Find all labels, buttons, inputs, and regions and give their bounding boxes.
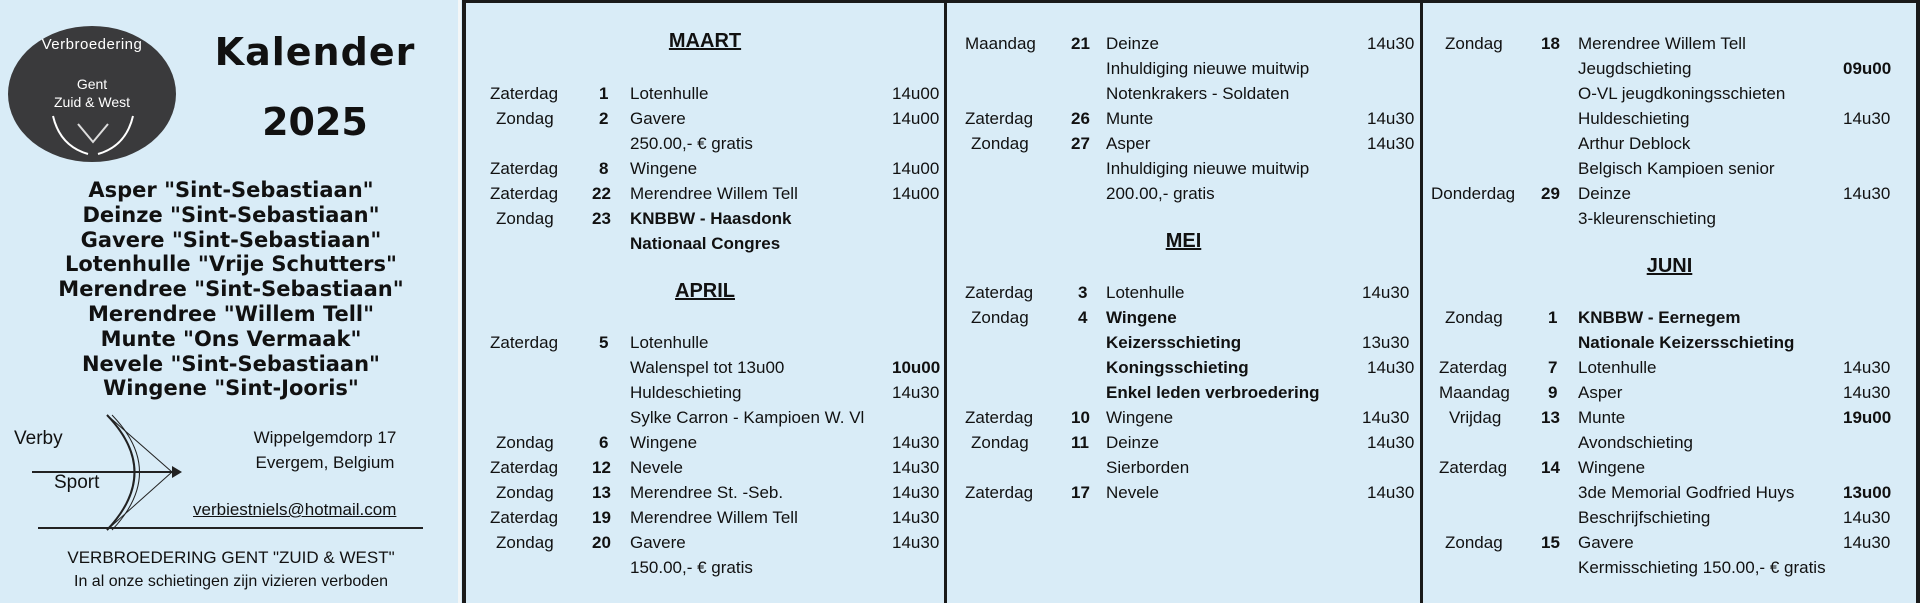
event-text: Wingene [1106,408,1174,427]
event-text: Inhuldiging nieuwe muitwip [1106,59,1310,78]
event-time: 14u30 [1843,358,1891,377]
event-row [947,355,1420,380]
event-row [466,131,944,156]
event-day: Zondag [496,433,554,452]
event-day: Zondag [971,433,1029,452]
month-heading-april: APRIL [675,280,735,302]
event-text: O-VL jeugdkoningsschieten [1578,84,1786,103]
event-row [1423,131,1916,156]
event-time: 14u30 [1843,533,1891,552]
event-date: 27 [1071,134,1090,153]
event-time: 14u30 [1367,358,1415,377]
event-row [1423,181,1916,206]
event-text: Deinze [1106,433,1159,452]
event-text: Merendree St. -Seb. [630,483,784,502]
event-time: 14u30 [1362,408,1410,427]
event-date: 12 [592,458,611,477]
event-date: 29 [1541,184,1560,203]
panel-maart-april [462,0,944,603]
club-item: Munte "Ons Vermaak" [100,326,362,351]
event-date: 3 [1078,283,1088,302]
event-text: Wingene [1106,308,1177,327]
event-text: Munte [1578,408,1626,427]
event-day: Zaterdag [490,458,559,477]
event-time: 19u00 [1843,408,1892,427]
calendar-year: 2025 [262,100,368,144]
month-heading-maart: MAART [668,30,742,52]
event-date: 21 [1071,34,1090,53]
event-day: Zaterdag [965,483,1034,502]
month-heading-juni: JUNI [1646,255,1693,277]
event-time: 09u00 [1843,59,1892,78]
event-time: 14u00 [892,159,940,178]
event-date: 10 [1071,408,1090,427]
event-row [466,231,944,256]
event-row [947,455,1420,480]
event-date: 13 [592,483,611,502]
event-row [947,380,1420,405]
event-day: Zondag [1445,533,1503,552]
event-row [466,505,944,530]
event-time: 14u30 [1367,34,1415,53]
event-time: 14u30 [1367,134,1415,153]
event-text: Gavere [1578,533,1634,552]
event-text: Enkel leden verbroedering [1106,383,1320,402]
event-text: Deinze [1578,184,1631,203]
cover-panel [0,0,462,603]
event-time: 14u30 [1843,508,1891,527]
event-day: Zaterdag [1439,458,1508,477]
event-time: 14u30 [1843,383,1891,402]
event-row [1423,555,1916,580]
event-row [466,455,944,480]
event-text: Merendree Willem Tell [1578,34,1746,53]
event-time: 14u30 [1843,184,1891,203]
event-date: 7 [1548,358,1558,377]
email-link[interactable]: verbiestniels@hotmail.com [193,500,397,519]
sponsor-logo [12,410,182,535]
event-time: 14u30 [892,508,940,527]
event-text: Jeugdschieting [1578,59,1692,78]
event-time: 13u30 [1362,333,1410,352]
event-time: 14u00 [892,84,940,103]
event-text: Asper [1106,134,1151,153]
month-heading-mei: MEI [1165,230,1202,252]
event-time: 14u30 [892,483,940,502]
event-text: Nationale Keizersschieting [1578,333,1795,352]
event-text: Nevele [630,458,683,477]
event-text: Koningsschieting [1106,358,1249,377]
event-day: Zondag [496,533,554,552]
event-row [466,330,944,355]
event-day: Zaterdag [490,159,559,178]
event-date: 22 [592,184,611,203]
club-item: Lotenhulle "Vrije Schutters" [65,252,397,277]
event-date: 2 [599,109,609,128]
event-day: Zondag [496,109,554,128]
event-date: 18 [1541,34,1560,53]
event-row [466,530,944,555]
event-day: Zondag [971,308,1029,327]
event-time: 13u00 [1843,483,1892,502]
event-time: 14u30 [1362,283,1410,302]
event-row [947,81,1420,106]
event-date: 20 [592,533,611,552]
event-row [947,181,1420,206]
event-text: Gavere [630,109,686,128]
event-row [466,480,944,505]
event-text: Notenkrakers - Soldaten [1106,84,1290,103]
logo-arc-text: Verbroedering [41,36,143,53]
club-item: Wingene "Sint-Jooris" [103,376,359,401]
event-text: 200.00,- gratis [1106,184,1215,203]
event-row [947,330,1420,355]
event-date: 26 [1071,109,1090,128]
logo-zuid-west: Zuid & West [54,94,130,110]
event-row [466,206,944,231]
event-row [1423,530,1916,555]
address-street: Wippelgemdorp 17 [253,428,397,447]
address [205,425,445,475]
event-day: Zondag [1445,308,1503,327]
event-day: Maandag [965,34,1036,53]
event-row [947,31,1420,56]
event-row [1423,405,1916,430]
event-text: KNBBW - Haasdonk [630,209,792,228]
event-row [947,305,1420,330]
event-row [1423,505,1916,530]
event-row [1423,380,1916,405]
footer-note: In al onze schietingen zijn vizieren verboden [74,573,388,590]
event-text: Lotenhulle [630,84,709,103]
event-date: 23 [592,209,611,228]
crossed-bows-icon [48,114,138,158]
event-row [466,156,944,181]
event-row [1423,156,1916,181]
club-item: Nevele "Sint-Sebastiaan" [81,351,380,376]
event-text: Nevele [1106,483,1159,502]
event-row [466,181,944,206]
club-item: Merendree "Sint-Sebastiaan" [58,277,404,302]
event-day: Zondag [496,209,554,228]
event-text: Wingene [1578,458,1646,477]
event-text: Asper [1578,383,1623,402]
event-text: Huldeschieting [630,383,742,402]
event-text: Wingene [630,433,698,452]
club-item: Merendree "Willem Tell" [87,301,375,326]
event-day: Zondag [496,483,554,502]
event-text: Wingene [630,159,698,178]
event-row [1423,206,1916,231]
event-day: Zaterdag [490,84,559,103]
event-date: 11 [1071,433,1089,452]
event-row [947,480,1420,505]
address-city: Evergem, Belgium [255,453,395,472]
event-text: Lotenhulle [1578,358,1657,377]
event-text: Lotenhulle [630,333,709,352]
event-text: KNBBW - Eernegem [1578,308,1741,327]
event-text: Inhuldiging nieuwe muitwip [1106,159,1310,178]
event-text: Beschrijfschieting [1578,508,1711,527]
event-date: 4 [1078,308,1088,327]
event-date: 6 [599,433,609,452]
event-date: 17 [1071,483,1090,502]
club-logo [8,26,176,162]
event-day: Vrijdag [1449,408,1502,427]
event-date: 1 [599,84,609,103]
event-date: 13 [1541,408,1560,427]
event-day: Zaterdag [1439,358,1508,377]
club-item: Deinze "Sint-Sebastiaan" [82,202,380,227]
logo-gent: Gent [76,76,108,92]
divider [38,527,423,529]
calendar-title: Kalender [214,30,416,74]
event-text: 250.00,- € gratis [630,134,753,153]
event-date: 9 [1548,383,1558,402]
fold-gap [458,0,461,603]
sponsor-verby: Verby [14,428,63,449]
event-day: Zaterdag [965,283,1034,302]
event-time: 14u30 [892,458,940,477]
event-date: 5 [599,333,609,352]
event-row [1423,330,1916,355]
event-date: 19 [592,508,611,527]
event-day: Zaterdag [490,184,559,203]
event-row [466,405,944,430]
event-time: 14u30 [892,533,940,552]
sponsor-sport: Sport [54,472,100,493]
event-time: 14u30 [1843,109,1891,128]
event-row [947,430,1420,455]
event-day: Zaterdag [965,109,1034,128]
event-row [947,131,1420,156]
event-day: Maandag [1439,383,1510,402]
event-row [947,106,1420,131]
event-row [466,81,944,106]
event-text: Deinze [1106,34,1159,53]
event-text: Kermisschieting 150.00,- € gratis [1578,558,1826,577]
event-row [1423,56,1916,81]
event-date: 1 [1548,308,1558,327]
event-row [1423,355,1916,380]
event-time: 14u00 [892,184,940,203]
event-text: 3-kleurenschieting [1578,209,1716,228]
event-time: 14u30 [892,433,940,452]
event-text: Gavere [630,533,686,552]
event-time: 14u30 [892,383,940,402]
event-day: Zondag [1445,34,1503,53]
event-row [1423,455,1916,480]
event-text: Lotenhulle [1106,283,1185,302]
event-row [1423,81,1916,106]
event-date: 8 [599,159,609,178]
event-date: 15 [1541,533,1560,552]
event-time: 10u00 [892,358,941,377]
event-row [466,106,944,131]
event-row [466,555,944,580]
event-row [466,355,944,380]
event-text: Merendree Willem Tell [630,184,798,203]
club-list [0,178,462,401]
event-row [466,380,944,405]
event-text: Walenspel tot 13u00 [630,358,785,377]
event-text: Sylke Carron - Kampioen W. Vl [630,408,865,427]
event-row [1423,480,1916,505]
event-text: Sierborden [1106,458,1190,477]
event-time: 14u30 [1367,109,1415,128]
event-text: Keizersschieting [1106,333,1242,352]
club-item: Asper "Sint-Sebastiaan" [88,178,374,202]
event-time: 14u00 [892,109,940,128]
event-text: 150.00,- € gratis [630,558,753,577]
event-day: Zaterdag [965,408,1034,427]
event-row [1423,106,1916,131]
event-date: 14 [1541,458,1560,477]
event-text: Merendree Willem Tell [630,508,798,527]
event-text: Huldeschieting [1578,109,1690,128]
event-row [947,405,1420,430]
event-text: Belgisch Kampioen senior [1578,159,1775,178]
event-row [947,280,1420,305]
event-row [947,56,1420,81]
event-row [1423,31,1916,56]
event-day: Donderdag [1431,184,1516,203]
event-day: Zondag [971,134,1029,153]
event-row [466,430,944,455]
event-text: Avondschieting [1578,433,1693,452]
event-text: 3de Memorial Godfried Huys [1578,483,1795,502]
event-day: Zaterdag [490,333,559,352]
event-text: Nationaal Congres [630,234,781,253]
event-time: 14u30 [1367,483,1415,502]
event-row [1423,430,1916,455]
event-day: Zaterdag [490,508,559,527]
event-text: Munte [1106,109,1154,128]
event-row [947,156,1420,181]
footer-org: VERBROEDERING GENT "ZUID & WEST" [67,548,395,567]
event-text: Arthur Deblock [1578,134,1691,153]
club-item: Gavere "Sint-Sebastiaan" [80,227,382,252]
event-row [1423,305,1916,330]
event-time: 14u30 [1367,433,1415,452]
panel-mei [944,0,1420,603]
panel-juni [1420,0,1920,603]
